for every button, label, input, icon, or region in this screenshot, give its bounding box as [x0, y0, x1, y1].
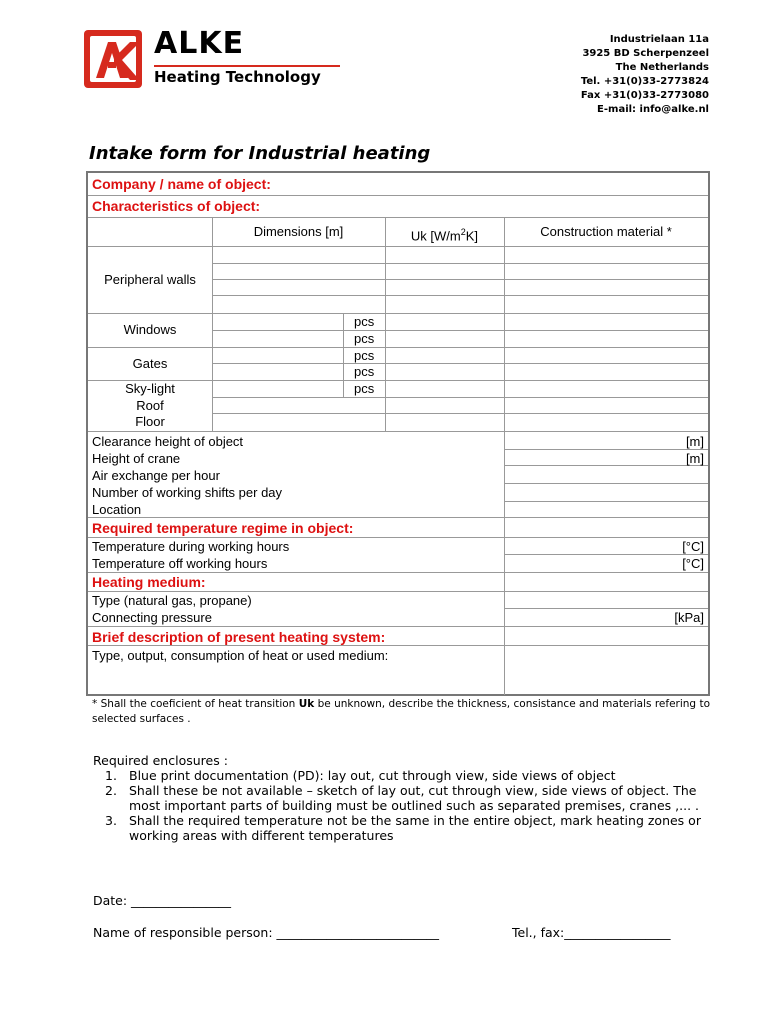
date-field[interactable]: Date: ________________	[93, 893, 232, 908]
address-line: Tel. +31(0)33-2773824	[580, 76, 709, 87]
location-label: Location	[92, 502, 142, 517]
footnote-bold: Uk	[298, 698, 315, 710]
company-label: Company / name of object:	[92, 176, 271, 192]
air-exchange-label: Air exchange per hour	[92, 468, 220, 483]
heating-medium-label: Heating medium:	[92, 574, 206, 590]
working-shifts-label: Number of working shifts per day	[92, 485, 283, 500]
pcs-label: pcs	[354, 364, 375, 379]
required-enclosures	[93, 753, 713, 843]
address-line: The Netherlands	[615, 62, 709, 73]
temp-working-label: Temperature during working hours	[92, 539, 290, 554]
row-windows: Windows	[123, 322, 177, 337]
row-roof: Roof	[136, 398, 164, 413]
col-material: Construction material *	[540, 224, 672, 239]
row-skylight: Sky-light	[125, 381, 175, 396]
list-text: Shall the required temperature not be the same in the entire object, mark heating zones or working areas with different temperatures	[129, 813, 701, 843]
row-peripheral-walls: Peripheral walls	[104, 272, 196, 287]
list-item	[93, 768, 713, 783]
intake-form-table	[86, 171, 710, 696]
company-address	[581, 33, 709, 117]
pcs-label: pcs	[354, 331, 375, 346]
list-number: 1.	[105, 768, 117, 783]
pcs-label: pcs	[354, 381, 375, 396]
row-floor: Floor	[135, 414, 165, 429]
logo-mark	[84, 30, 142, 88]
company-logo	[84, 26, 344, 90]
footnote	[92, 697, 710, 727]
brand-subtitle: Heating Technology	[154, 68, 321, 86]
list-text: Shall these be not available – sketch of lay out, cut through view, side views of object. The most important parts of building must be outlined such as separated premises, cranes ,... .	[129, 783, 700, 813]
crane-height-label: Height of crane	[92, 451, 181, 466]
medium-type-label: Type (natural gas, propane)	[92, 593, 252, 608]
pcs-label: pcs	[354, 348, 375, 363]
enclosures-heading: Required enclosures :	[93, 753, 228, 768]
address-line: 3925 BD Scherpenzeel	[582, 48, 709, 59]
characteristics-label: Characteristics of object:	[92, 198, 261, 214]
list-number: 3.	[105, 813, 117, 828]
brand-name: ALKE	[154, 26, 245, 61]
unit-kpa: [kPa]	[674, 610, 704, 625]
list-item	[93, 813, 713, 843]
col-uk-prefix: Uk [W/m	[410, 228, 461, 244]
unit-m: [m]	[685, 451, 704, 466]
list-number: 2.	[105, 783, 117, 798]
unit-celsius: [°C]	[682, 556, 704, 571]
col-dimensions: Dimensions [m]	[253, 224, 344, 239]
brief-description-prompt: Type, output, consumption of heat or used medium:	[92, 648, 389, 663]
page-title: Intake form for Industrial heating	[89, 143, 431, 164]
col-uk-suffix: K]	[465, 228, 479, 244]
row-gates: Gates	[132, 356, 168, 371]
clearance-height-label: Clearance height of object	[92, 434, 244, 449]
pcs-label: pcs	[354, 314, 375, 329]
address-line: Industrielaan 11a	[609, 34, 709, 45]
footnote-text-end: be unknown, describe the thickness, consistance and materials refering to selected surfaces .	[92, 698, 710, 725]
footnote-text: * Shall the coeficient of heat transition	[92, 698, 299, 710]
list-item	[93, 783, 713, 813]
unit-m: [m]	[685, 434, 704, 449]
brief-description-label: Brief description of present heating system:	[92, 629, 386, 645]
connecting-pressure-label: Connecting pressure	[92, 610, 212, 625]
tel-fax-field[interactable]: Tel., fax:_________________	[512, 925, 671, 940]
responsible-person-field[interactable]: Name of responsible person: __________________________	[93, 925, 440, 940]
address-line: Fax +31(0)33-2773080	[580, 90, 709, 101]
address-line: E-mail: info@alke.nl	[597, 104, 709, 115]
list-text: Blue print documentation (PD): lay out, cut through view, side views of object	[129, 768, 616, 783]
temp-off-label: Temperature off working hours	[92, 556, 268, 571]
col-uk-sup: 2	[460, 227, 466, 237]
ak-monogram-icon	[90, 36, 136, 82]
unit-celsius: [°C]	[682, 539, 704, 554]
col-uk	[385, 224, 504, 244]
temp-regime-label: Required temperature regime in object:	[92, 520, 354, 536]
